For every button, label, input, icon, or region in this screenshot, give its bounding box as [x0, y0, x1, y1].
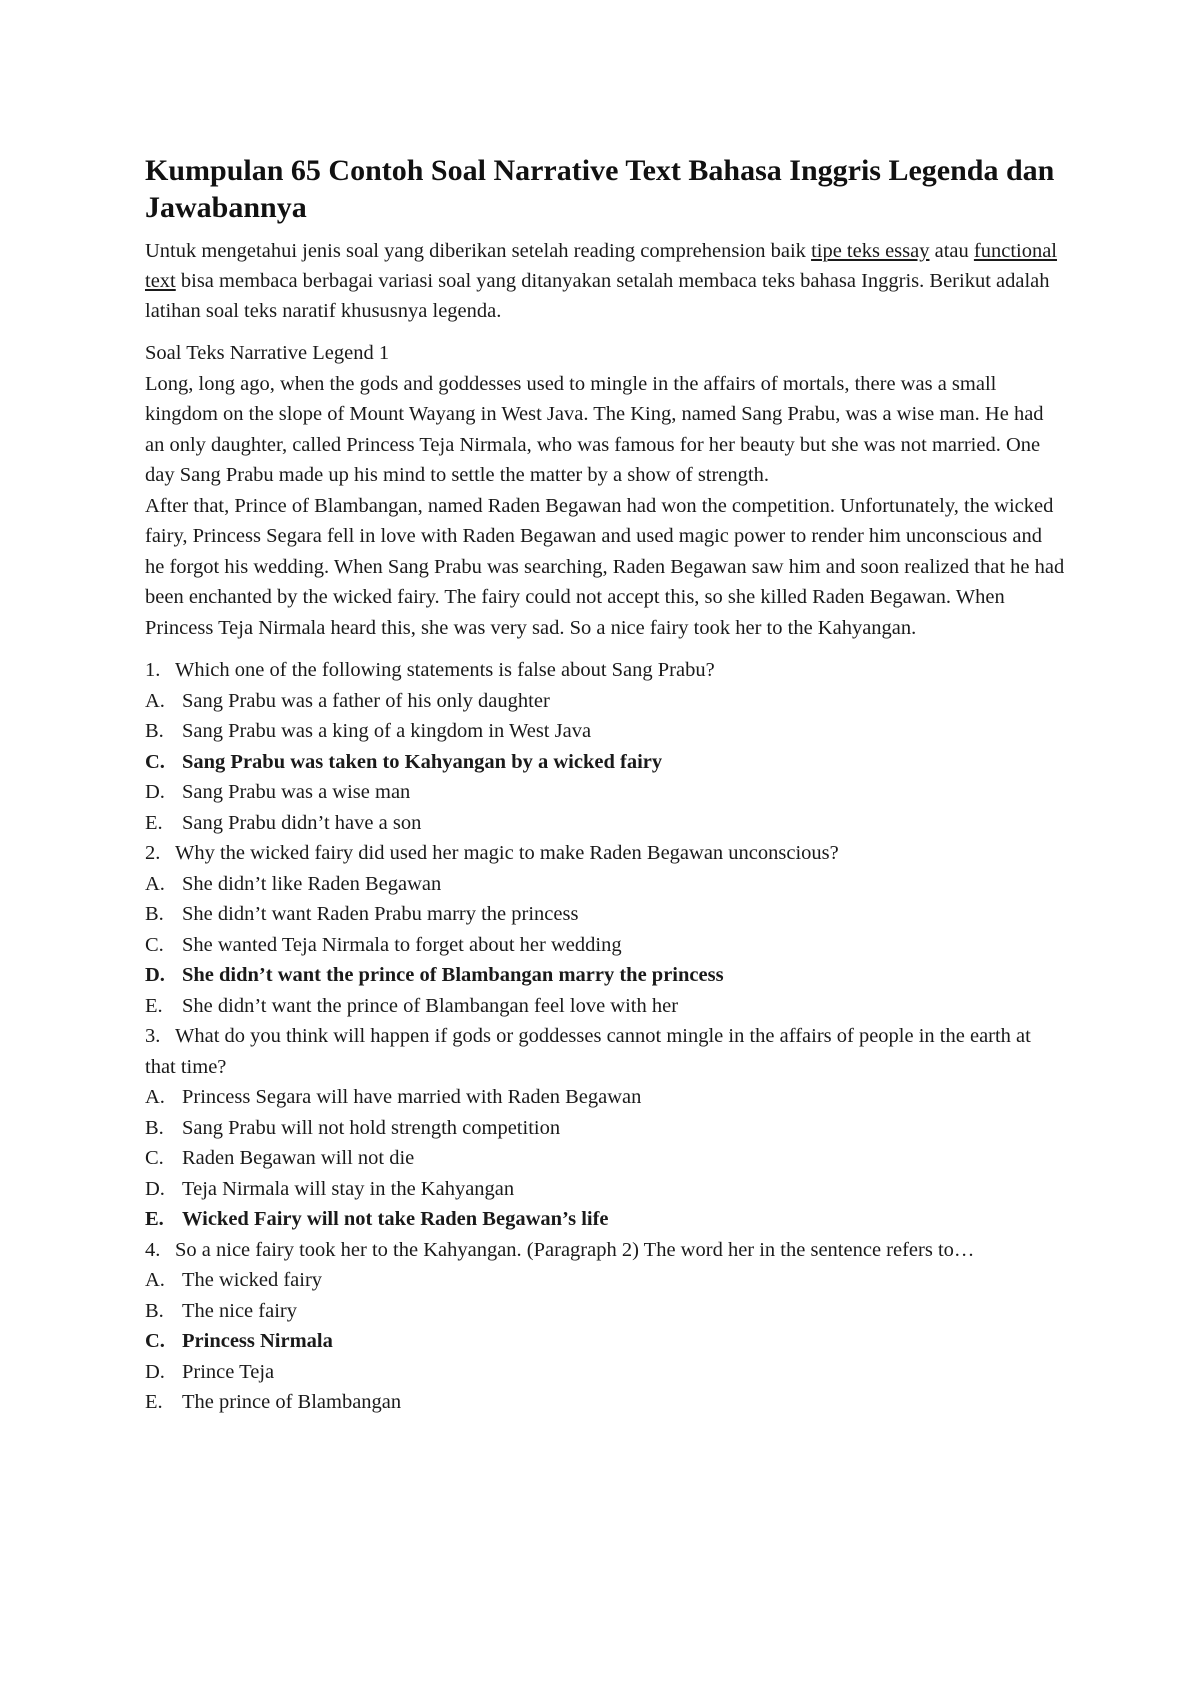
- question-text: Which one of the following statements is false about Sang Prabu?: [175, 659, 715, 681]
- question-number: 3.: [145, 1025, 161, 1047]
- answer-option-correct: [145, 960, 1065, 991]
- section-title: Soal Teks Narrative Legend 1: [145, 342, 390, 364]
- option-letter: D.: [145, 781, 165, 803]
- answer-option: [145, 899, 1065, 930]
- option-letter: A.: [145, 1086, 165, 1108]
- answer-option: [145, 1082, 1065, 1113]
- option-text: Prince Teja: [182, 1360, 275, 1383]
- answer-option: [145, 991, 1065, 1022]
- intro-paragraph: [145, 236, 1065, 326]
- link-functional-text[interactable]: functional text: [145, 240, 1058, 292]
- option-letter: E.: [145, 811, 163, 834]
- answer-option: [145, 1174, 1065, 1205]
- option-letter: D.: [145, 964, 165, 986]
- link-tipe-teks-essay[interactable]: tipe teks essay: [811, 240, 930, 262]
- answer-option: [145, 686, 1065, 717]
- option-text: Wicked Fairy will not take Raden Begawan’s life: [182, 1208, 609, 1230]
- option-text: The prince of Blambangan: [182, 1391, 402, 1413]
- option-text: The nice fairy: [182, 1299, 297, 1322]
- intro-text-1: Untuk mengetahui jenis soal yang diberikan setelah reading comprehension baik: [145, 240, 812, 262]
- option-text: Princess Segara will have married with Raden Begawan: [182, 1086, 642, 1108]
- question-number: 2.: [145, 842, 161, 864]
- option-text: Sang Prabu was a father of his only daughter: [182, 689, 550, 712]
- answer-option: [145, 1357, 1065, 1388]
- question-number: 1.: [145, 659, 161, 681]
- question-list: [145, 655, 1065, 1418]
- answer-option: [145, 716, 1065, 747]
- option-letter: A.: [145, 689, 165, 712]
- option-letter: D.: [145, 1360, 165, 1383]
- answer-option: [145, 1387, 1065, 1418]
- option-letter: C.: [145, 1330, 165, 1352]
- option-letter: B.: [145, 903, 164, 925]
- option-letter: C.: [145, 1147, 164, 1169]
- answer-option: [145, 777, 1065, 808]
- question-4: [145, 1235, 1065, 1266]
- option-letter: E.: [145, 1391, 163, 1413]
- option-letter: C.: [145, 750, 165, 773]
- document-title: Kumpulan 65 Contoh Soal Narrative Text Bahasa Inggris Legenda dan Jawabannya: [145, 154, 1055, 224]
- option-letter: E.: [145, 1208, 164, 1230]
- option-text: Sang Prabu was taken to Kahyangan by a wicked fairy: [182, 750, 663, 773]
- document-page: [145, 152, 1065, 1418]
- intro-text-2: atau: [929, 240, 974, 262]
- option-text: Raden Begawan will not die: [182, 1147, 415, 1169]
- intro-text-3: bisa membaca berbagai variasi soal yang ditanyakan setalah membaca teks bahasa Inggris. Berikut adalah latihan soal teks naratif khususnya legenda.: [145, 270, 1050, 322]
- answer-option: [145, 1113, 1065, 1144]
- option-text: She didn’t want Raden Prabu marry the princess: [182, 903, 579, 925]
- answer-option-correct: [145, 1204, 1065, 1235]
- option-letter: A.: [145, 1269, 165, 1291]
- option-text: Sang Prabu will not hold strength competition: [182, 1116, 561, 1139]
- option-letter: B.: [145, 720, 164, 742]
- option-letter: C.: [145, 933, 164, 956]
- answer-option: [145, 930, 1065, 961]
- question-2: [145, 838, 1065, 869]
- question-number: 4.: [145, 1238, 161, 1261]
- question-text: What do you think will happen if gods or goddesses cannot mingle in the affairs of people in the earth at that time?: [145, 1025, 1031, 1078]
- answer-option: [145, 1265, 1065, 1296]
- answer-option-correct: [145, 747, 1065, 778]
- answer-option-correct: [145, 1326, 1065, 1357]
- option-text: Sang Prabu was a wise man: [182, 781, 411, 803]
- story-paragraph-2: After that, Prince of Blambangan, named Raden Begawan had won the competition. Unfortunately, the wicked fairy, Princess Segara fell in love with Raden Begawan and used magic power to render him unconscious and he forgot his wedding. When Sang Prabu was searching, Raden Begawan saw him and soon realized that he had been enchanted by the wicked fairy. The fairy could not accept this, so she killed Raden Begawan. When Princess Teja Nirmala heard this, she was very sad. So a nice fairy took her to the Kahyangan.: [145, 494, 1065, 639]
- option-text: Sang Prabu didn’t have a son: [182, 811, 422, 834]
- option-text: Sang Prabu was a king of a kingdom in West Java: [182, 720, 592, 742]
- answer-option: [145, 1296, 1065, 1327]
- option-text: Teja Nirmala will stay in the Kahyangan: [182, 1177, 515, 1200]
- story-paragraph-1: Long, long ago, when the gods and goddesses used to mingle in the affairs of mortals, there was a small kingdom on the slope of Mount Wayang in West Java. The King, named Sang Prabu, was a wise man. He had an only daughter, called Princess Teja Nirmala, who was famous for her beauty but she was not married. One day Sang Prabu made up his mind to settle the matter by a show of strength.: [145, 372, 1044, 486]
- answer-option: [145, 808, 1065, 839]
- answer-option: [145, 1143, 1065, 1174]
- answer-option: [145, 869, 1065, 900]
- option-text: She didn’t like Raden Begawan: [182, 872, 442, 895]
- option-text: She wanted Teja Nirmala to forget about her wedding: [182, 933, 622, 956]
- option-letter: B.: [145, 1116, 164, 1139]
- question-1: [145, 655, 1065, 686]
- option-text: She didn’t want the prince of Blambangan marry the princess: [182, 964, 724, 986]
- option-letter: D.: [145, 1177, 165, 1200]
- question-3: [145, 1021, 1065, 1082]
- option-letter: B.: [145, 1299, 164, 1322]
- option-text: Princess Nirmala: [182, 1330, 333, 1352]
- question-text: So a nice fairy took her to the Kahyangan. (Paragraph 2) The word her in the sentence refers to…: [175, 1238, 975, 1261]
- question-text: Why the wicked fairy did used her magic to make Raden Begawan unconscious?: [175, 842, 839, 864]
- option-letter: A.: [145, 872, 165, 895]
- option-text: She didn’t want the prince of Blambangan feel love with her: [182, 994, 679, 1017]
- story-block: [145, 338, 1065, 643]
- option-text: The wicked fairy: [182, 1269, 323, 1291]
- option-letter: E.: [145, 994, 163, 1017]
